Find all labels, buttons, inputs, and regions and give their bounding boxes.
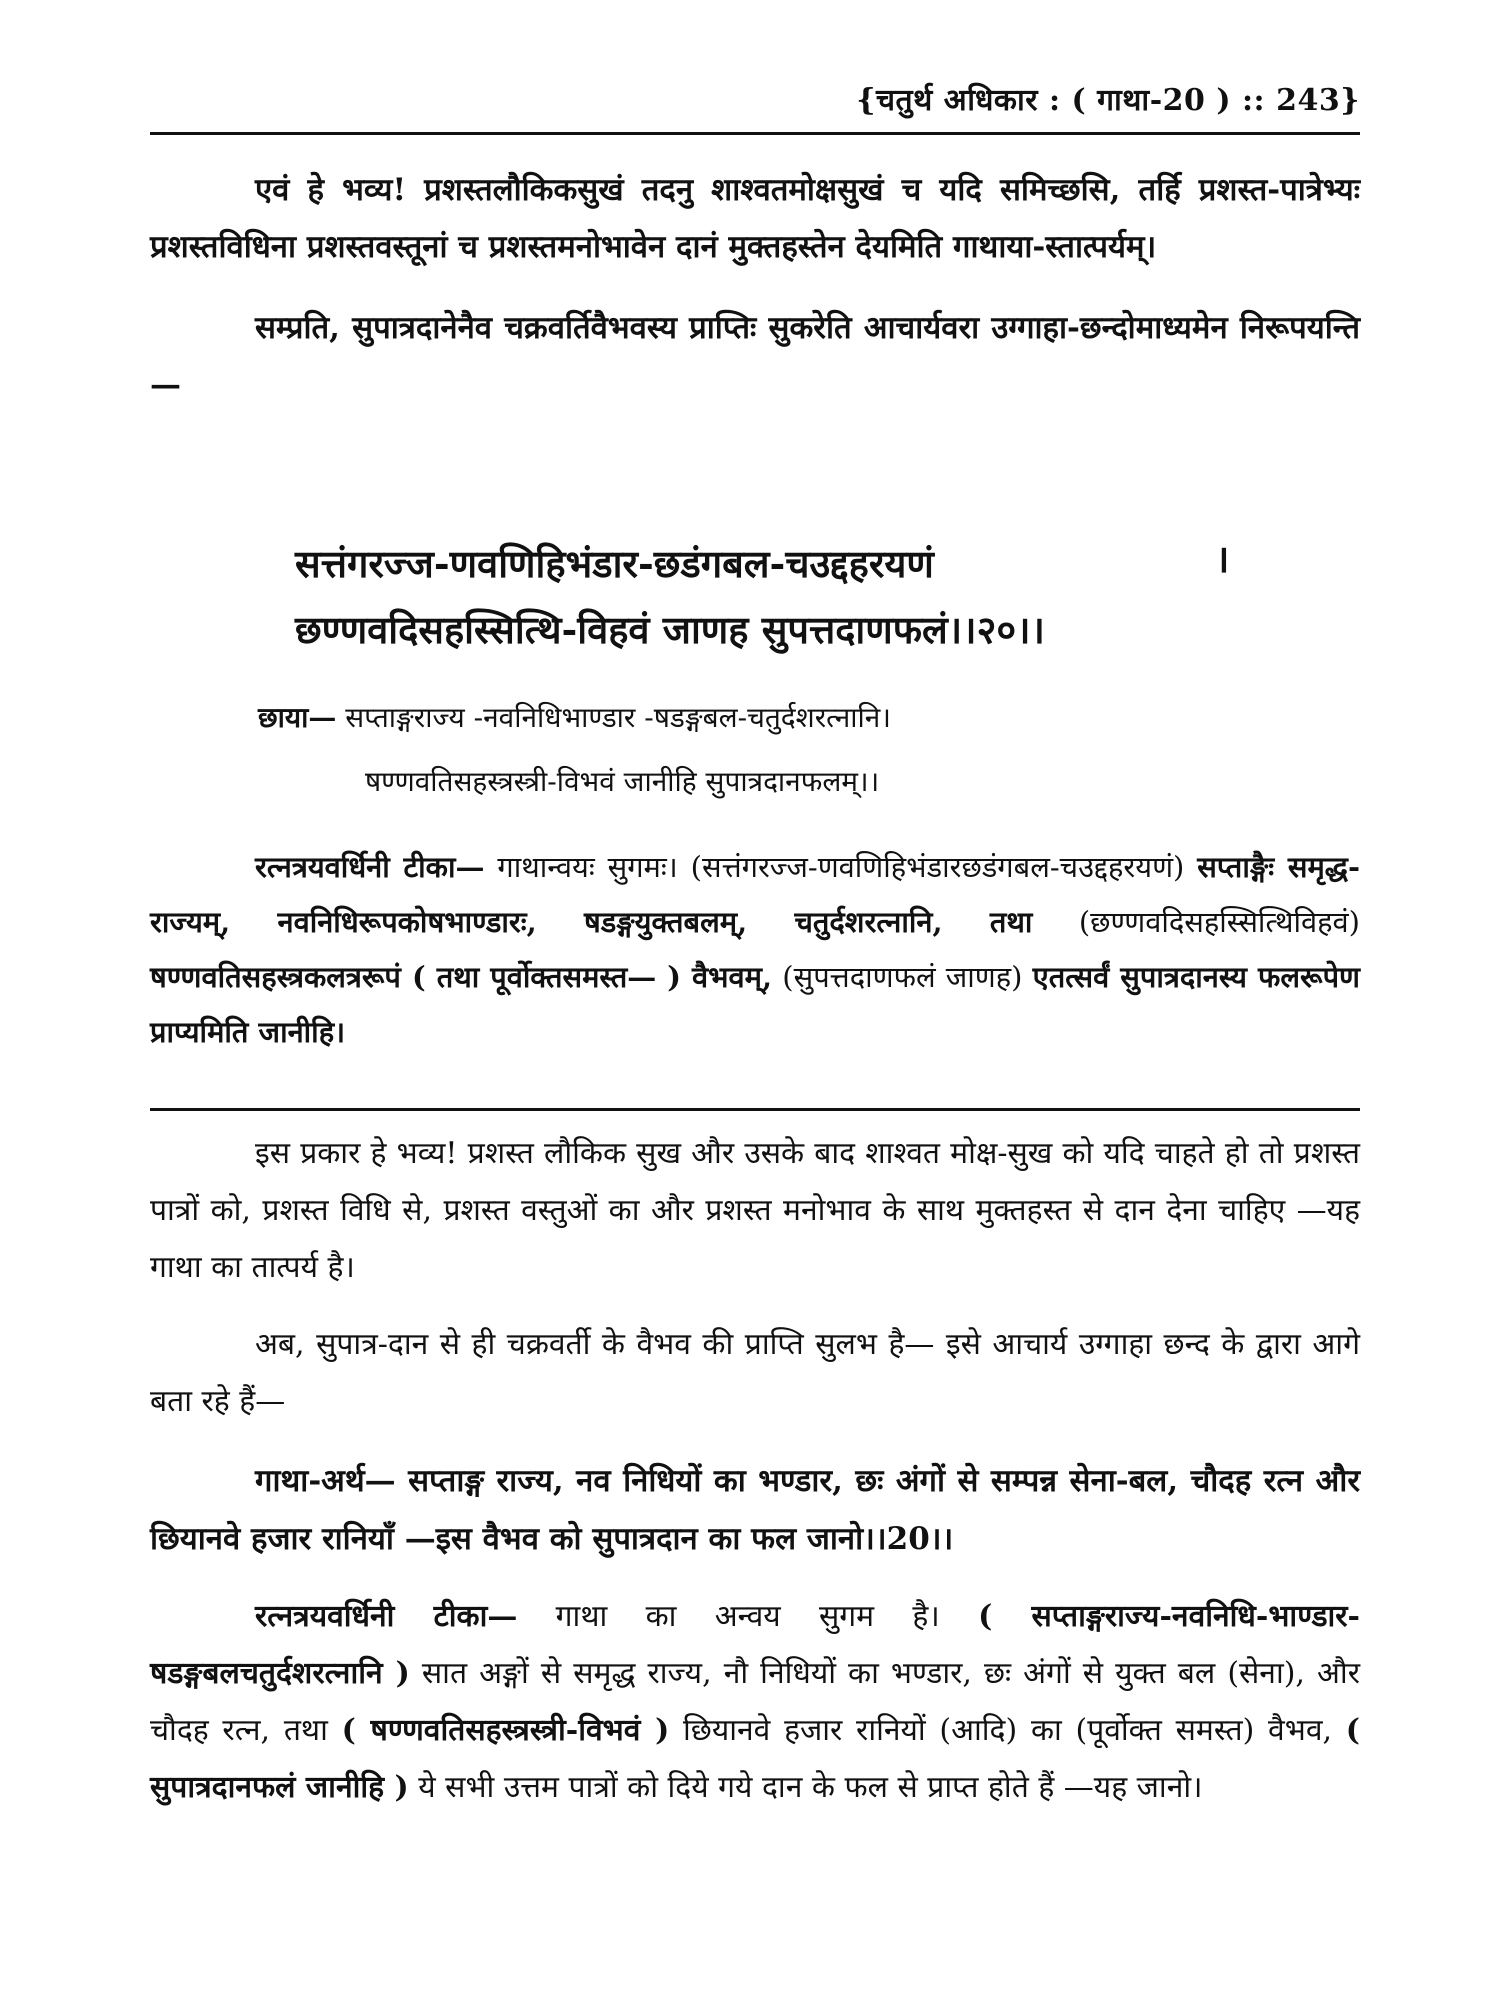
tika-text-3: (छण्णवदिसहस्सित्थिविहवं) xyxy=(1078,905,1360,939)
hindi-para-1: इस प्रकार हे भव्य! प्रशस्त लौकिक सुख और उसके बाद शाश्वत मोक्ष-सुख को यदि चाहते हो तो प्रशस्त पात्रों को, प्रशस्त विधि से, प्रशस्त वस्तुओं का और प्रशस्त मनोभाव के साथ मुक्तहस्त से दान देना चाहिए —यह गाथा का तात्पर्य है। xyxy=(150,1136,1360,1285)
hindi-tika-1: गाथा का अन्वय सुगम है। xyxy=(555,1599,940,1634)
hindi-tika-2: ( सप्ताङ्गराज्य-नवनिधि-भाण्डार-षडङ्गबलचतुर्दशरत्नानि ) xyxy=(150,1599,1360,1691)
gatha-line-1: सत्तंगरज्ज-णवणिहिभंडार-छडंगबल-चउद्दहरयणं xyxy=(295,541,934,586)
hindi-tika-4: ( षण्णवतिसहस्त्रस्त्री-विभवं ) xyxy=(341,1713,670,1748)
tika-text-2: सप्ताङ्गैः समृद्ध-राज्यम्, नवनिधिरूपकोषभाण्डारः, षडङ्गयुक्तबलम्, चतुर्दशरत्नानि, तथा xyxy=(150,850,1360,939)
hindi-tika-6: ( सुपात्रदानफलं जानीहि ) xyxy=(150,1713,1360,1805)
chaya-line-1 xyxy=(258,692,891,744)
hindi-tika-5: छियानवे हजार रानियों (आदि) का (पूर्वोक्त समस्त) वैभव, xyxy=(683,1713,1333,1748)
hindi-tika xyxy=(150,1588,1360,1816)
sanskrit-para-2: सम्प्रति, सुपात्रदानेनैव चक्रवर्तिवैभवस्य प्राप्तिः सुकरेति आचार्यवरा उग्गाहा-छन्दोमाध्यमेन निरूपयन्ति— xyxy=(150,310,1360,403)
chaya-text-1: सप्ताङ्गराज्य -नवनिधिभाण्डार -षडङ्गबल-चतुर्दशरत्नानि। xyxy=(345,701,891,734)
tika-sanskrit-para xyxy=(150,840,1360,1060)
tika-label: रत्नत्रयवर्धिनी टीका— xyxy=(255,850,485,884)
tika-text-1: गाथान्वयः सुगमः। (सत्तंगरज्ज-णवणिहिभंडारछडंगबल-चउद्दहरयणं) xyxy=(497,850,1185,884)
tika-text-6: एतत्सर्वं सुपात्रदानस्य फलरूपेण प्राप्यमिति जानीहि। xyxy=(150,960,1361,1049)
gatha-artha: गाथा-अर्थ— सप्ताङ्ग राज्य, नव निधियों का भण्डार, छः अंगों से सम्पन्न सेना-बल, चौदह रत्न और छियानवे हजार रानियाँ —इस वैभव को सुपात्रदान का फल जानो।।20।। xyxy=(150,1463,1360,1557)
tika-text-4: षण्णवतिसहस्त्रकलत्ररूपं ( तथा पूर्वोक्तसमस्त— ) वैभवम्, xyxy=(150,960,773,994)
running-head: {चतुर्थ अधिकार : ( गाथा-20 ) :: 243} xyxy=(856,83,1360,118)
tika-text-5: (सुपत्तदाणफलं जाणह) xyxy=(782,960,1023,994)
header-rule xyxy=(150,132,1360,135)
hindi-tika-7: ये सभी उत्तम पात्रों को दिये गये दान के फल से प्राप्त होते हैं —यह जानो। xyxy=(418,1770,1203,1805)
hindi-tika-3: सात अङ्गों से समृद्ध राज्य, नौ निधियों का भण्डार, छः अंगों से युक्त बल (सेना), और चौदह रत्न, तथा xyxy=(150,1656,1360,1748)
sanskrit-para-1: एवं हे भव्य! प्रशस्तलौकिकसुखं तदनु शाश्वतमोक्षसुखं च यदि समिच्छसि, तर्हि प्रशस्त-पात्रेभ्यः प्रशस्तविधिना प्रशस्तवस्तूनां च प्रशस्तमनोभावेन दानं मुक्तहस्तेन देयमिति गाथाया-स्तात्पर्यम्। xyxy=(150,172,1360,265)
tika-sanskrit xyxy=(150,840,1360,1060)
gatha-line-1-danda: । xyxy=(1215,536,1230,581)
hindi-translation xyxy=(150,1125,1360,1816)
hindi-para-2: अब, सुपात्र-दान से ही चक्रवर्ती के वैभव की प्राप्ति सुलभ है— इसे आचार्य उग्गाहा छन्द के द्वारा आगे बता रहे हैं— xyxy=(150,1327,1360,1419)
gatha-line-2: छण्णवदिसहस्सित्थि-विहवं जाणह सुपत्तदाणफलं।।२०।। xyxy=(295,607,1045,652)
section-divider xyxy=(150,1108,1360,1111)
chaya-label: छाया— xyxy=(258,701,337,734)
chaya-line-2: षण्णवतिसहस्त्रस्त्री-विभवं जानीहि सुपात्रदानफलम्।। xyxy=(365,765,880,798)
hindi-tika-label: रत्नत्रयवर्धिनी टीका— xyxy=(255,1599,518,1634)
sanskrit-commentary xyxy=(150,162,1360,414)
